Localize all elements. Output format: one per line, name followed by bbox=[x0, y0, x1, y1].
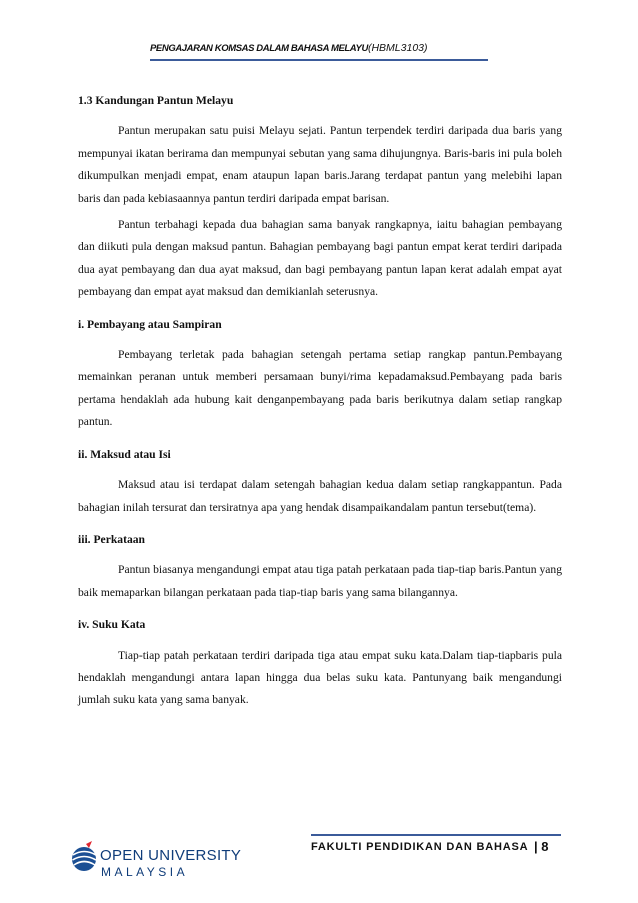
university-logo bbox=[70, 838, 260, 886]
paragraph: Pantun biasanya mengandungi empat atau tiga patah perkataan pada tiap-tiap baris.Pantun yang baik memaparkan bilangan perkataan pada tiap-tiap baris yang sama bilangannya. bbox=[78, 563, 562, 599]
subsection-title: ii. Maksud atau Isi bbox=[78, 447, 171, 461]
subsection-title: iv. Suku Kata bbox=[78, 618, 146, 632]
paragraph: Pembayang terletak pada bahagian setengah pertama setiap rangkap pantun.Pembayang memainkan peranan untuk memberi persamaan bunyi/rima kepadamaksud.Pembayang pada baris pertama hendaklah ada hubung kait denganpembayang pada baris berikutnya dalam setiap rangkap pantun. bbox=[78, 348, 562, 429]
header-divider bbox=[150, 59, 488, 61]
paragraph: Pantun merupakan satu puisi Melayu sejati. Pantun terpendek terdiri daripada dua baris yang mempunyai ikatan berirama dan mempunyai sebutan yang sama dihujungnya. Baris-baris ini pula boleh dikumpulkan menjadi empat, enam ataupun lapan baris.Jarang terdapat pantun yang melebihi lapan baris dan pada kebiasaannya pantun terdiri daripada empat barisan. bbox=[78, 124, 562, 205]
course-title: PENGAJARAN KOMSAS DALAM BAHASA MELAYU bbox=[150, 43, 368, 54]
page-number: | 8 bbox=[534, 839, 549, 854]
document-body bbox=[78, 90, 562, 716]
page-header bbox=[150, 42, 488, 54]
logo-line-1: OPEN UNIVERSITY bbox=[100, 847, 242, 864]
paragraph: Pantun terbahagi kepada dua bahagian sama banyak rangkapnya, iaitu bahagian pembayang dan diikuti pula dengan maksud pantun. Bahagian pembayang bagi pantun empat kerat terdiri daripada dua ayat pembayang dan dua ayat maksud, dan bagi pembayang pantun lapan kerat adalah empat ayat pembayang dan empat ayat maksud dan demikianlah seterusnya. bbox=[78, 218, 562, 299]
paragraph: Maksud atau isi terdapat dalam setengah bahagian kedua dalam setiap rangkappantun. Pada bahagian inilah tersurat dan tersiratnya apa yang hendak disampaikandalam pantun tersebut(tema). bbox=[78, 478, 562, 514]
section-title: 1.3 Kandungan Pantun Melayu bbox=[78, 94, 234, 107]
paragraph: Tiap-tiap patah perkataan terdiri daripada tiga atau empat suku kata.Dalam tiap-tiapbaris pula hendaklah mengandungi antara lapan hingga dua belas suku kata. Pantunyang baik mengandungi jumlah suku kata yang sama banyak. bbox=[78, 648, 562, 707]
subsection-title: iii. Perkataan bbox=[78, 532, 145, 546]
subsection-title: i. Pembayang atau Sampiran bbox=[78, 317, 222, 331]
course-code: (HBML3103) bbox=[367, 42, 428, 54]
footer-divider bbox=[311, 834, 561, 836]
globe-icon bbox=[70, 838, 100, 878]
logo-line-2: MALAYSIA bbox=[101, 865, 189, 879]
faculty-name: FAKULTI PENDIDIKAN DAN BAHASA bbox=[311, 841, 529, 853]
